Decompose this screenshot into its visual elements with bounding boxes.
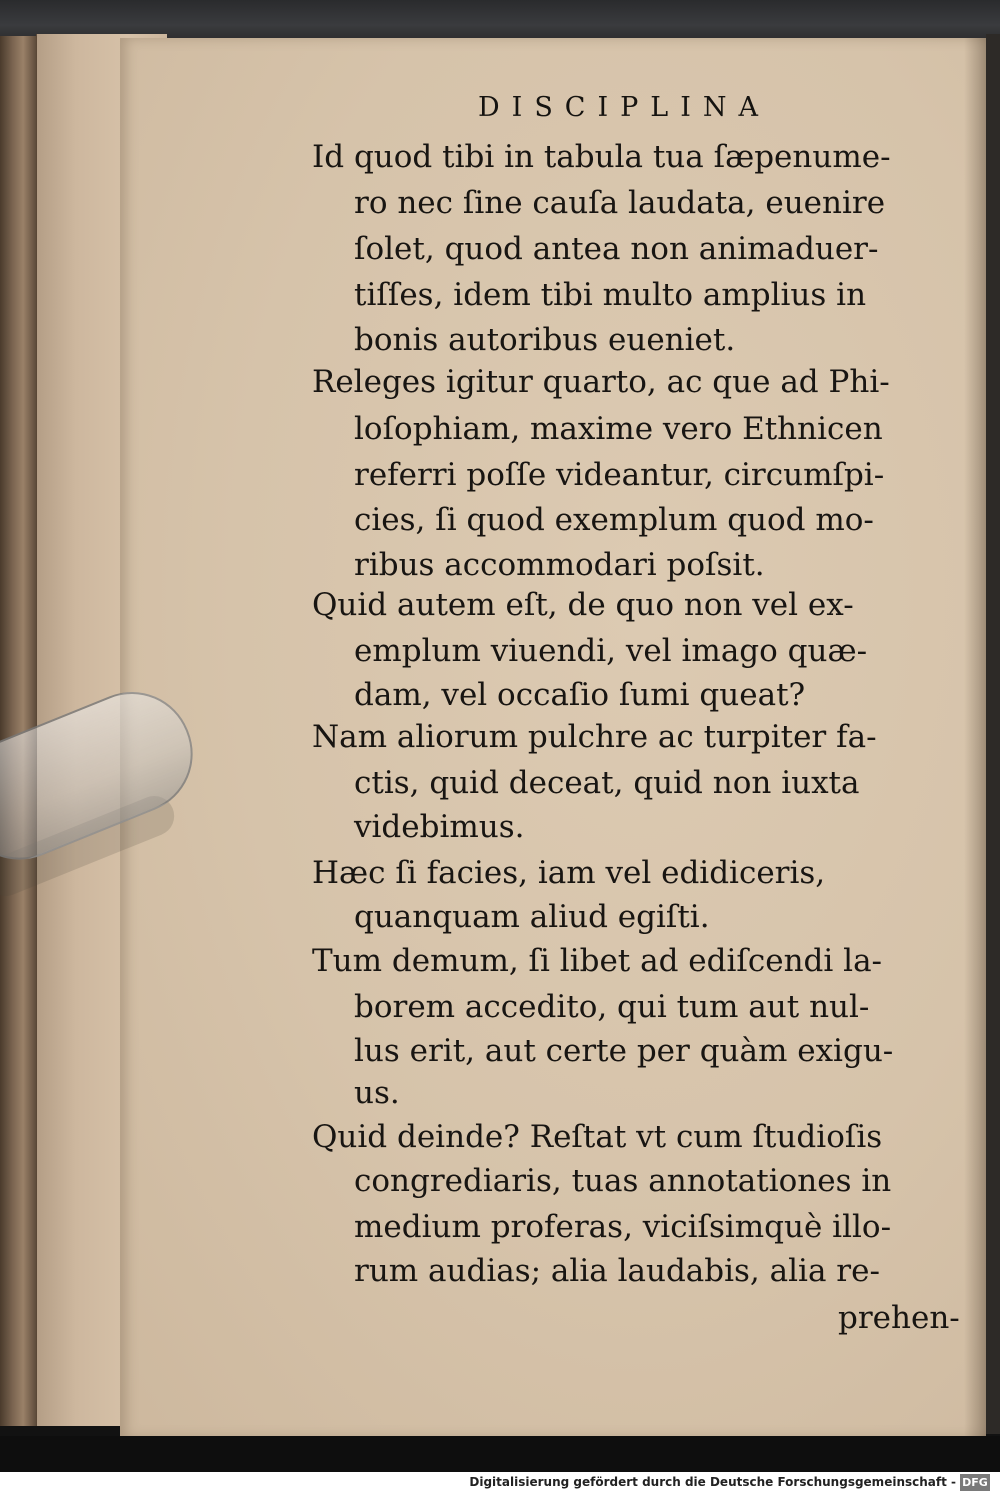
text-line: loſophiam, maxime vero Ethnicen [354, 411, 883, 447]
text-line: rum audias; alia laudabis, alia re- [354, 1253, 880, 1289]
text-line: videbimus. [354, 809, 525, 845]
catchword: prehen- [838, 1300, 960, 1336]
funding-credit: Digitalisierung gefördert durch die Deutsche Forschungsgemeinschaft - [469, 1475, 956, 1489]
text-line: Releges igitur quarto, ac que ad Phi- [312, 364, 890, 400]
text-line: medium proferas, viciſsimquè illo- [354, 1209, 892, 1245]
text-line: quanquam aliud egiſti. [354, 899, 710, 935]
text-line: ro nec ſine cauſa laudata, euenire [354, 185, 886, 221]
text-line: referri poſſe videantur, circumſpi- [354, 457, 885, 493]
text-line: ribus accommodari poſsit. [354, 547, 765, 583]
text-line: ſolet, quod antea non animaduer- [354, 231, 879, 267]
text-line: Id quod tibi in tabula tua ſæpenume- [312, 139, 891, 175]
text-line: cies, ſi quod exemplum quod mo- [354, 502, 874, 538]
text-line: Quid deinde? Reſtat vt cum ſtudioſis [312, 1119, 883, 1155]
text-line: bonis autoribus eueniet. [354, 322, 736, 358]
text-line: lus erit, aut certe per quàm exigu- [354, 1033, 894, 1069]
text-line: Tum demum, ſi libet ad ediſcendi la- [312, 943, 883, 979]
text-line: tiſſes, idem tibi multo amplius in [354, 277, 867, 313]
text-line: dam, vel occaſio ſumi queat? [354, 677, 806, 713]
running-head: DISCIPLINA [478, 92, 771, 123]
text-line: congrediaris, tuas annotationes in [354, 1163, 892, 1199]
text-line: emplum viuendi, vel imago quæ- [354, 633, 868, 669]
book-right-edge [986, 34, 1000, 1434]
text-line: Quid autem eſt, de quo non vel ex- [312, 587, 854, 623]
text-line: Hæc ſi facies, iam vel edidiceris, [312, 855, 826, 891]
dfg-logo-icon: DFG [960, 1474, 990, 1491]
text-line: borem accedito, qui tum aut nul- [354, 989, 870, 1025]
text-line: ctis, quid deceat, quid non iuxta [354, 765, 860, 801]
text-line: us. [354, 1075, 400, 1111]
text-line: Nam aliorum pulchre ac turpiter fa- [312, 719, 877, 755]
